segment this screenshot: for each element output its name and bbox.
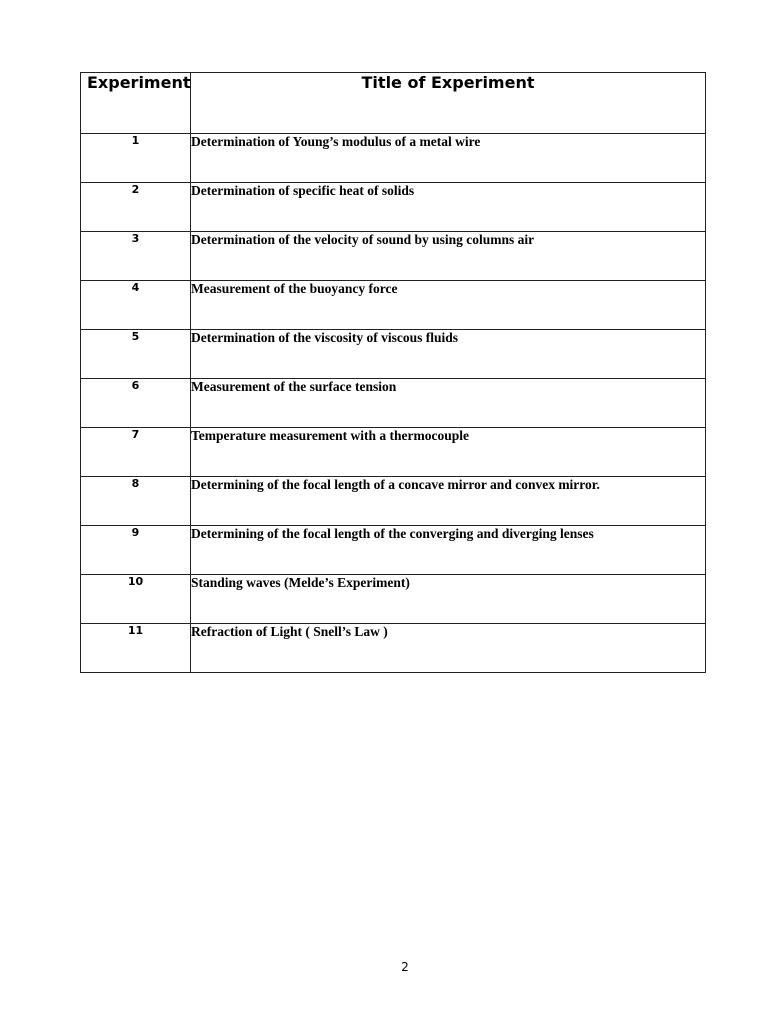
- experiment-number: 1: [81, 134, 191, 183]
- table-header-row: [81, 73, 706, 134]
- experiment-title: Standing waves (Melde’s Experiment): [191, 575, 706, 624]
- experiment-number: 3: [81, 232, 191, 281]
- experiment-number: 4: [81, 281, 191, 330]
- experiment-number: 2: [81, 183, 191, 232]
- table-row: [81, 281, 706, 330]
- table-row: [81, 477, 706, 526]
- experiment-number: 7: [81, 428, 191, 477]
- experiment-number: 10: [81, 575, 191, 624]
- experiment-title: Refraction of Light ( Snell’s Law ): [191, 624, 706, 673]
- table-row: [81, 624, 706, 673]
- table-row: [81, 526, 706, 575]
- table-row: [81, 134, 706, 183]
- experiment-number: 8: [81, 477, 191, 526]
- experiment-title: Determination of the viscosity of viscous fluids: [191, 330, 706, 379]
- experiment-number: 9: [81, 526, 191, 575]
- experiment-title: Determination of specific heat of solids: [191, 183, 706, 232]
- experiment-title: Measurement of the buoyancy force: [191, 281, 706, 330]
- experiment-title: Determining of the focal length of the converging and diverging lenses: [191, 526, 706, 575]
- experiment-title: Measurement of the surface tension: [191, 379, 706, 428]
- table-row: [81, 183, 706, 232]
- table-row: [81, 232, 706, 281]
- experiments-table: [80, 72, 706, 673]
- table-row: [81, 379, 706, 428]
- table-row: [81, 428, 706, 477]
- experiment-number: 11: [81, 624, 191, 673]
- experiment-number: 5: [81, 330, 191, 379]
- experiment-title: Temperature measurement with a thermocouple: [191, 428, 706, 477]
- experiment-title: Determination of Young’s modulus of a metal wire: [191, 134, 706, 183]
- experiment-title: Determination of the velocity of sound by using columns air: [191, 232, 706, 281]
- page-number: 2: [401, 960, 409, 974]
- header-experiment: Experiment: [81, 73, 191, 134]
- table-row: [81, 575, 706, 624]
- experiment-number: 6: [81, 379, 191, 428]
- header-title-of-experiment: Title of Experiment: [191, 73, 706, 134]
- experiment-title: Determining of the focal length of a concave mirror and convex mirror.: [191, 477, 706, 526]
- table-row: [81, 330, 706, 379]
